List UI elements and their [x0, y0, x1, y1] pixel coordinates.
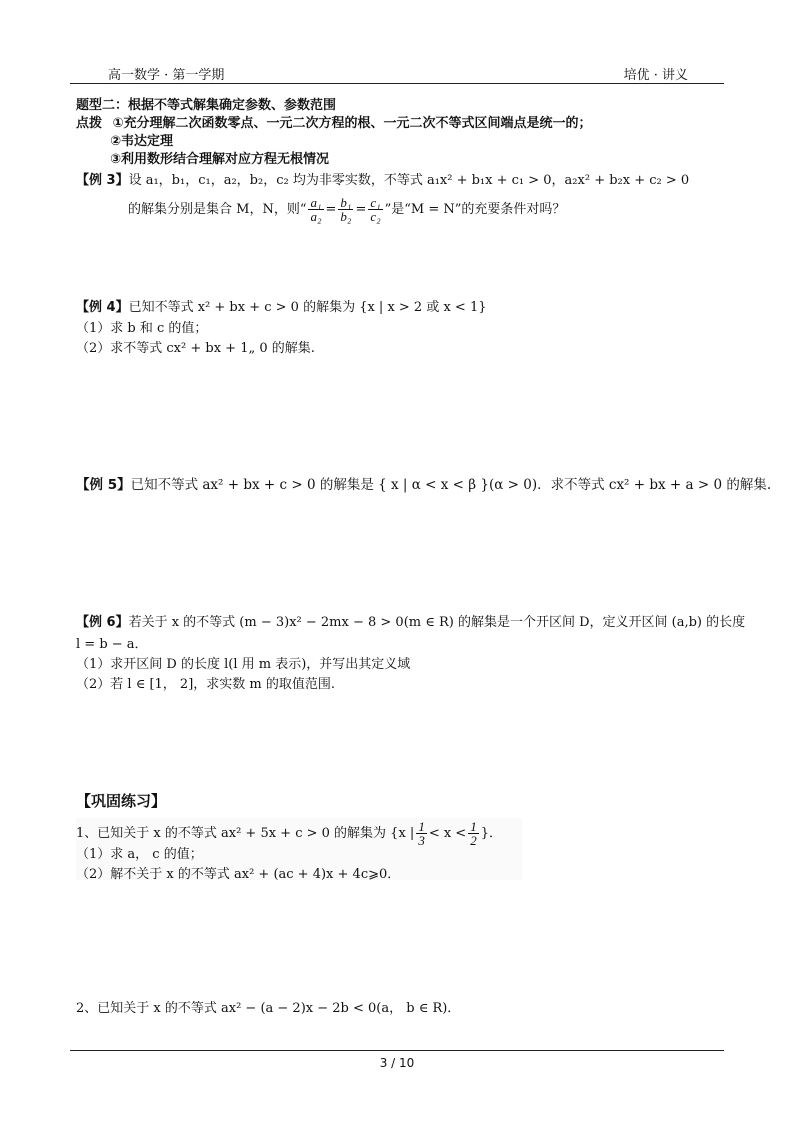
example-3-text-2a: 的解集分别是集合 M，N，则“ — [128, 202, 307, 217]
tip-1: ①充分理解二次函数零点、一元二次方程的根、一元二次不等式区间端点是统一的； — [112, 116, 592, 131]
section-title: 题型二：根据不等式解集确定参数、参数范围 — [76, 98, 337, 113]
tip-line-1 — [76, 115, 592, 133]
tip-3: ③利用数形结合理解对应方程无根情况 — [110, 152, 330, 167]
example-3-line-1 — [76, 172, 689, 190]
fraction-b-num: b₁ — [340, 195, 352, 210]
practice-fraction-2 — [468, 820, 479, 847]
practice-1-text-b: }． — [480, 826, 502, 841]
practice-1-q2: （2）解不关于 x 的不等式 ax² + (ac + 4)x + 4c⩾0． — [76, 867, 401, 882]
example-6-text-1: 若关于 x 的不等式 (m − 3)x² − 2mx − 8 > 0(m ∈ R) 的解集是一个开区间 D，定义开区间 (a,b) 的长度 — [128, 615, 746, 630]
practice-1-line — [76, 820, 502, 847]
fraction-c-den: c₂ — [370, 209, 381, 224]
practice-1-text-a: 1、已知关于 x 的不等式 ax² + 5x + c > 0 的解集为 {x | — [76, 826, 415, 841]
example-5-label: 【例 5】 — [76, 477, 131, 493]
fraction-a-den: a₂ — [310, 209, 322, 224]
tip-label: 点拨 — [76, 116, 103, 131]
example-4-q2: （2）求不等式 cx² + bx + 1„ 0 的解集. — [76, 341, 315, 356]
example-3-text-2b: ”是“M = N”的充要条件对吗？ — [384, 202, 566, 217]
example-5-line — [76, 476, 771, 494]
footer-rule — [70, 1050, 724, 1051]
practice-fraction-1-den: 3 — [418, 833, 425, 848]
fraction-c — [368, 196, 382, 223]
practice-1-mid: < x < — [428, 826, 467, 841]
fraction-a-num: a₁ — [310, 195, 322, 210]
example-3-line-2: 的解集分别是集合 M，N，则“ $\frac{\text{a₁}}{\text{a₂}}$ = $\frac{\text{b₁}}{\text{b₂}}$ = $\frac{\text{c₁}}{\text{c₂}}$ ”是“M = N”的充要条件对吗？ — [128, 195, 566, 224]
example-4-line-1 — [76, 299, 487, 317]
example-4-label: 【例 4】 — [76, 300, 129, 315]
tip-2: ②韦达定理 — [110, 134, 174, 149]
example-6-label: 【例 6】 — [76, 615, 129, 630]
fraction-b — [338, 196, 353, 223]
header-right-text: 培优 · 讲义 — [623, 68, 688, 83]
practice-title: 【巩固练习】 — [76, 792, 167, 810]
practice-fraction-2-num: 1 — [470, 819, 477, 834]
example-4-text: 已知不等式 x² + bx + c > 0 的解集为 {x | x > 2 或 x < 1} — [128, 300, 487, 315]
example-3-label: 【例 3】 — [76, 173, 129, 188]
practice-fraction-1-num: 1 — [418, 819, 425, 834]
example-4-q1: （1）求 b 和 c 的值； — [76, 321, 208, 336]
header-rule — [70, 83, 724, 84]
example-6-text-2: l = b − a． — [76, 637, 148, 652]
practice-fraction-1 — [416, 820, 427, 847]
example-5-text: 已知不等式 ax² + bx + c > 0 的解集是 { x | α < x < β }(α > 0)．求不等式 cx² + bx + a > 0 的解集. — [130, 477, 772, 493]
fraction-a — [308, 196, 323, 223]
practice-2-line: 2、已知关于 x 的不等式 ax² − (a − 2)x − 2b < 0(a， b ∈ R)． — [76, 1001, 461, 1016]
fraction-c-num: c₁ — [370, 195, 381, 210]
practice-fraction-2-den: 2 — [470, 833, 477, 848]
page-number: 3 / 10 — [379, 1056, 415, 1070]
fraction-b-den: b₂ — [340, 209, 352, 224]
example-6-q1: （1）求开区间 D 的长度 l(l 用 m 表示)，并写出其定义域 — [76, 657, 411, 672]
example-6-q2: （2）若 l ∈ [1， 2]，求实数 m 的取值范围. — [76, 677, 335, 692]
practice-1-q1: （1）求 a， c 的值； — [76, 847, 203, 862]
header-left-text: 高一数学 · 第一学期 — [108, 68, 225, 83]
example-6-line-1 — [76, 614, 745, 632]
example-3-text-1: 设 a₁，b₁，c₁，a₂，b₂，c₂ 均为非零实数，不等式 a₁x² + b₁x + c₁ > 0，a₂x² + b₂x + c₂ > 0 — [128, 173, 690, 188]
